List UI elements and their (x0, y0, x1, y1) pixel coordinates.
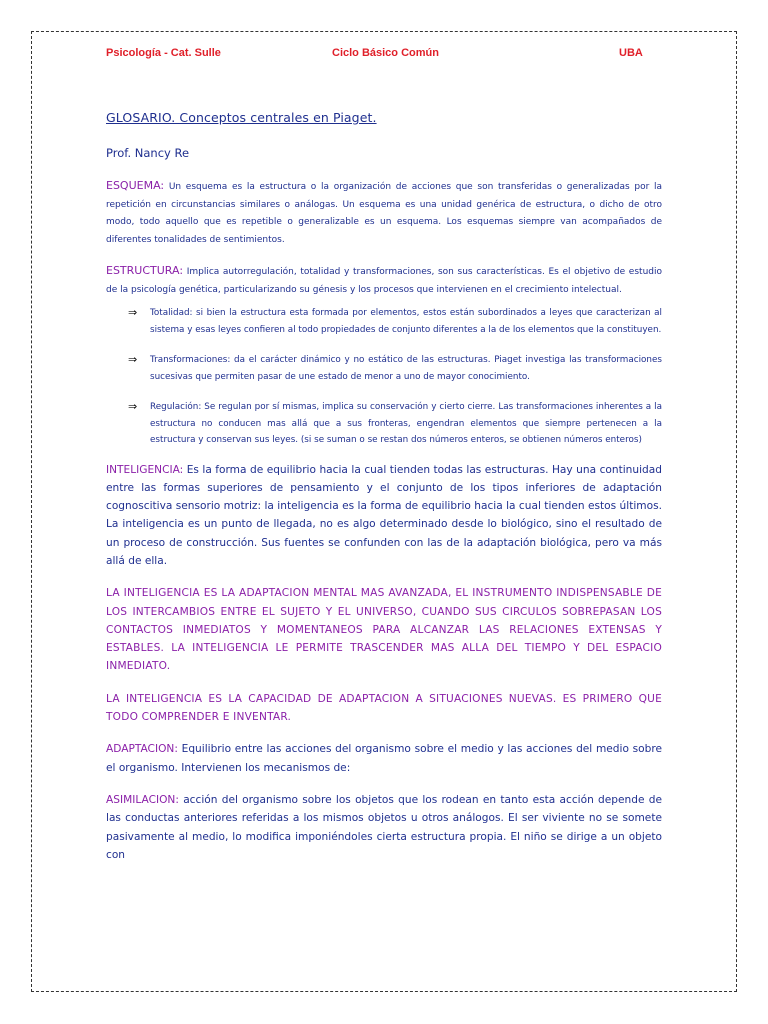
double-arrow-icon: ⇒ (128, 400, 138, 413)
inteligencia-caps-paragraph-2: LA INTELIGENCIA ES LA CAPACIDAD DE ADAPTACION A SITUACIONES NUEVAS. ES PRIMERO QUE TODO COMPRENDER E INVENTAR. (106, 692, 662, 724)
header-course: Psicología - Cat. Sulle (106, 47, 221, 59)
header-program: Ciclo Básico Común (332, 47, 439, 59)
bullet-text: Regulación: Se regulan por sí mismas, implica su conservación y cierto cierre. Las transformaciones inherentes a la estructura no conducen mas allá que a sus fronteras, engendran elementos que siempre pertenecen a la estructura y conservan sus leyes. (si se suman o se restan dos números enteros, se obtienen números enteros) (150, 402, 662, 445)
bullet-text: Transformaciones: da el carácter dinámico y no estático de las estructuras. Piaget investiga las transformaciones sucesivas que permiten pasar de une estado de menor a uno de mayor conocimiento. (150, 355, 662, 382)
document-author: Prof. Nancy Re (106, 146, 190, 160)
estructura-text: Implica autorregulación, totalidad y transformaciones, son sus características. Es el objetivo de estudio de la psicología genética, particularizando su génesis y los procesos que intervienen en el crecimiento intelectual. (106, 267, 662, 295)
esquema-text: Un esquema es la estructura o la organización de acciones que son transferidas o generalizadas por la repetición en circunstancias similares o análogas. Un esquema es una unidad genérica de estructura, o dicho de otro modo, todo aquello que es repetible o generalizable es un esquema. Los esquemas siempre van acompañados de diferentes tonalidades de sentimientos. (106, 182, 662, 245)
document-body (106, 110, 662, 878)
list-item (106, 352, 662, 385)
estructura-paragraph (106, 262, 662, 299)
bullet-text: Totalidad: si bien la estructura esta formada por elementos, estos están subordinados a leyes que caracterizan al sistema y esas leyes confieren al todo propiedades de conjunto diferentes a la de los elementos que la constituyen. (150, 308, 662, 335)
inteligencia-paragraph (106, 461, 662, 571)
asimilacion-text: acción del organismo sobre los objetos que los rodean en tanto esta acción depende de las conductas anteriores referidas a los mismos objetos u otros análogos. El ser viviente no se somete pasivamente al medio, lo modifica imponiéndoles cierta estructura propia. El niño se dirige a un objeto con (106, 793, 662, 861)
esquema-term: ESQUEMA: (106, 179, 165, 192)
page-header (106, 47, 666, 63)
double-arrow-icon: ⇒ (128, 306, 138, 319)
list-item (106, 305, 662, 338)
double-arrow-icon: ⇒ (128, 353, 138, 366)
document-title: GLOSARIO. Conceptos centrales en Piaget. (106, 110, 377, 125)
adaptacion-text: Equilibrio entre las acciones del organismo sobre el medio y las acciones del medio sobre el organismo. Intervienen los mecanismos de: (106, 743, 662, 774)
asimilacion-term: ASIMILACION: (106, 793, 179, 806)
list-item (106, 399, 662, 449)
adaptacion-paragraph (106, 740, 662, 777)
header-university: UBA (619, 47, 643, 59)
inteligencia-term: INTELIGENCIA: (106, 463, 184, 476)
esquema-paragraph (106, 177, 662, 249)
adaptacion-term: ADAPTACION: (106, 743, 178, 756)
estructura-term: ESTRUCTURA: (106, 264, 184, 277)
asimilacion-paragraph (106, 791, 662, 864)
inteligencia-text: Es la forma de equilibrio hacia la cual tienden todas las estructuras. Hay una continuidad entre las formas superiores de pensamiento y el conjunto de los tipos inferiores de adaptación cognoscitiva sensorio motriz: la inteligencia es la forma de equilibrio hacia la cual tienden estos últimos. La inteligencia es un punto de llegada, no es algo determinado desde lo biológico, sino el resultado de un proceso de construcción. Sus fuentes se confunden con las de la adaptación biológica, pero va más allá de ella. (106, 463, 662, 567)
inteligencia-caps-paragraph-1: LA INTELIGENCIA ES LA ADAPTACION MENTAL MAS AVANZADA, EL INSTRUMENTO INDISPENSABLE DE LOS INTERCAMBIOS ENTRE EL SUJETO Y EL UNIVERSO, CUANDO SUS CIRCULOS SOBREPASAN LOS CONTACTOS INMEDIATOS Y MOMENTANEOS PARA ALCANZAR LAS RELACIONES EXTENSAS Y ESTABLES. LA INTELIGENCIA LE PERMITE TRASCENDER MAS ALLA DEL TIEMPO Y DEL ESPACIO INMEDIATO. (106, 587, 662, 673)
estructura-bullet-list (106, 305, 662, 449)
